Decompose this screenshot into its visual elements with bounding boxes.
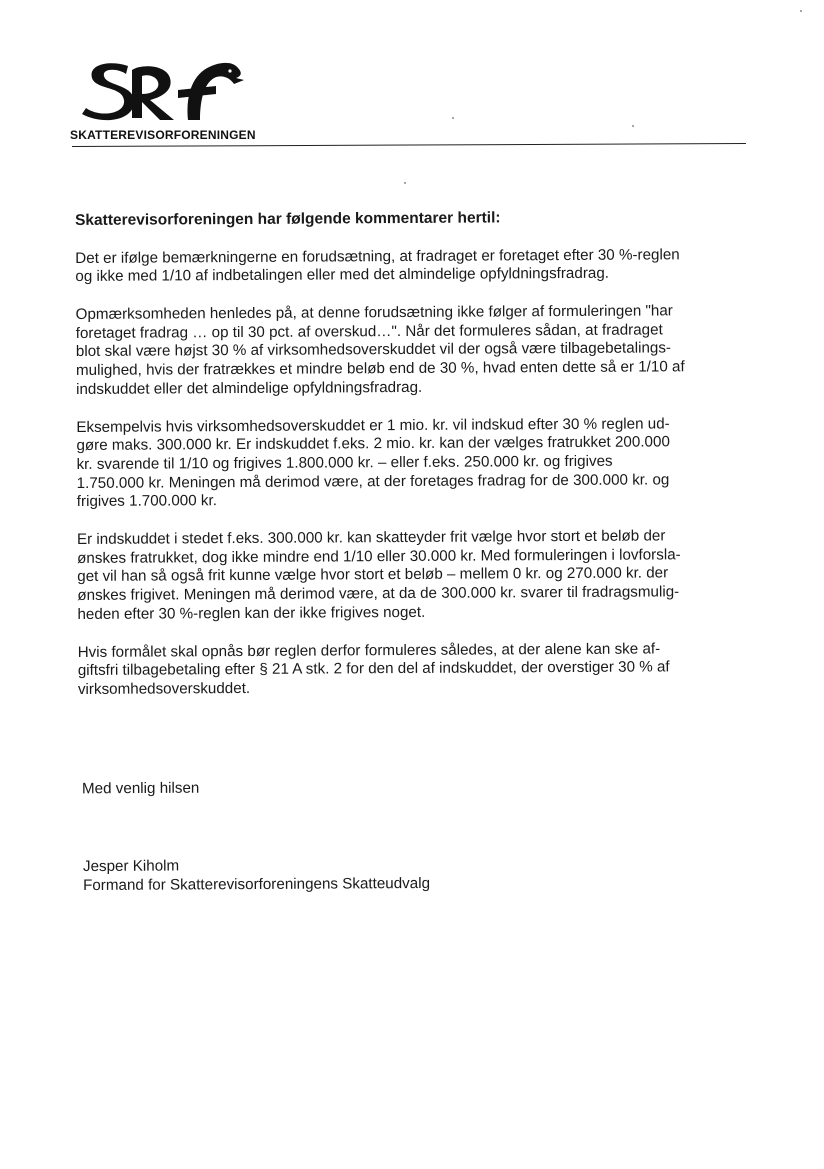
- scan-speck: [800, 10, 802, 12]
- letter-body: [75, 208, 746, 719]
- paragraph: Eksempelvis hvis virksomhedsoverskuddet er 1 mio. kr. vil indskud efter 30 % reglen ud- gøre maks. 300.000 kr. Er indskuddet f.eks. 2 mio. kr. kan der vælges fratrukket 200.000 kr. svarende til 1/10 og frigives 1.800.000 kr. – eller f.eks. 250.000 kr. og frigives 1.750.000 kr. Meningen må derimod være, at der foretages fradrag for de 300.000 kr. og frigives 1.700.000 kr.: [76, 415, 670, 511]
- srf-logo-mark: [70, 56, 250, 126]
- scan-speck: [452, 117, 454, 119]
- letterhead-logo: [70, 56, 270, 142]
- header-divider: [72, 143, 746, 147]
- scan-speck: [404, 182, 406, 184]
- signer-name: Jesper Kiholm: [82, 857, 180, 876]
- paragraph: Hvis formålet skal opnås bør reglen derfor formuleres således, at der alene kan ske af- giftsfri tilbagebetaling efter § 21 A stk. 2 for den del af indskuddet, der overstiger 30 % af virksomhedsoverskuddet.: [77, 640, 670, 698]
- body-heading: Skatterevisorforeningen har følgende kommentarer hertil:: [75, 209, 501, 229]
- paragraph: Er indskuddet i stedet f.eks. 300.000 kr. kan skatteyder frit vælge hvor stort et beløb der ønskes fratrukket, dog ikke mindre end 1/10 eller 30.000 kr. Med formuleringen i lovforsla- get vil han så også frit kunne vælge hvor stort et beløb – mellem 0 kr. og 270.000 kr. der ønskes frigivet. Meningen må derimod være, at da de 300.000 kr. svarer til fradragsmulig- heden efter 30 %-reglen kan der ikke frigives noget.: [76, 527, 681, 623]
- signer-title: Formand for Skatterevisorforeningens Skatteudvalg: [83, 874, 431, 894]
- scan-speck: [632, 125, 634, 127]
- paragraph: Opmærksomheden henledes på, at denne forudsætning ikke følger af formuleringen "har foretaget fradrag … op til 30 pct. af overskud…". Når det formuleres sådan, at fradraget blot skal være højst 30 % af virksomhedsoverskuddet vil der også være tilbagebetalings- mulighed, hvis der fratrækkes et mindre beløb end de 30 %, hvad enten dette så er 1/10 af indskuddet eller det almindelige opfyldningsfradrag.: [75, 302, 685, 398]
- paragraph: Det er ifølge bemærkningerne en forudsætning, at fradraget er foretaget efter 30 %-reglen og ikke med 1/10 af indbetalingen eller med det almindelige opfyldningsfradrag.: [75, 245, 680, 286]
- closing-salutation: Med venlig hilsen: [81, 779, 200, 798]
- logo-wordmark: SKATTEREVISORFORENINGEN: [70, 128, 256, 142]
- signature-block: [83, 856, 430, 895]
